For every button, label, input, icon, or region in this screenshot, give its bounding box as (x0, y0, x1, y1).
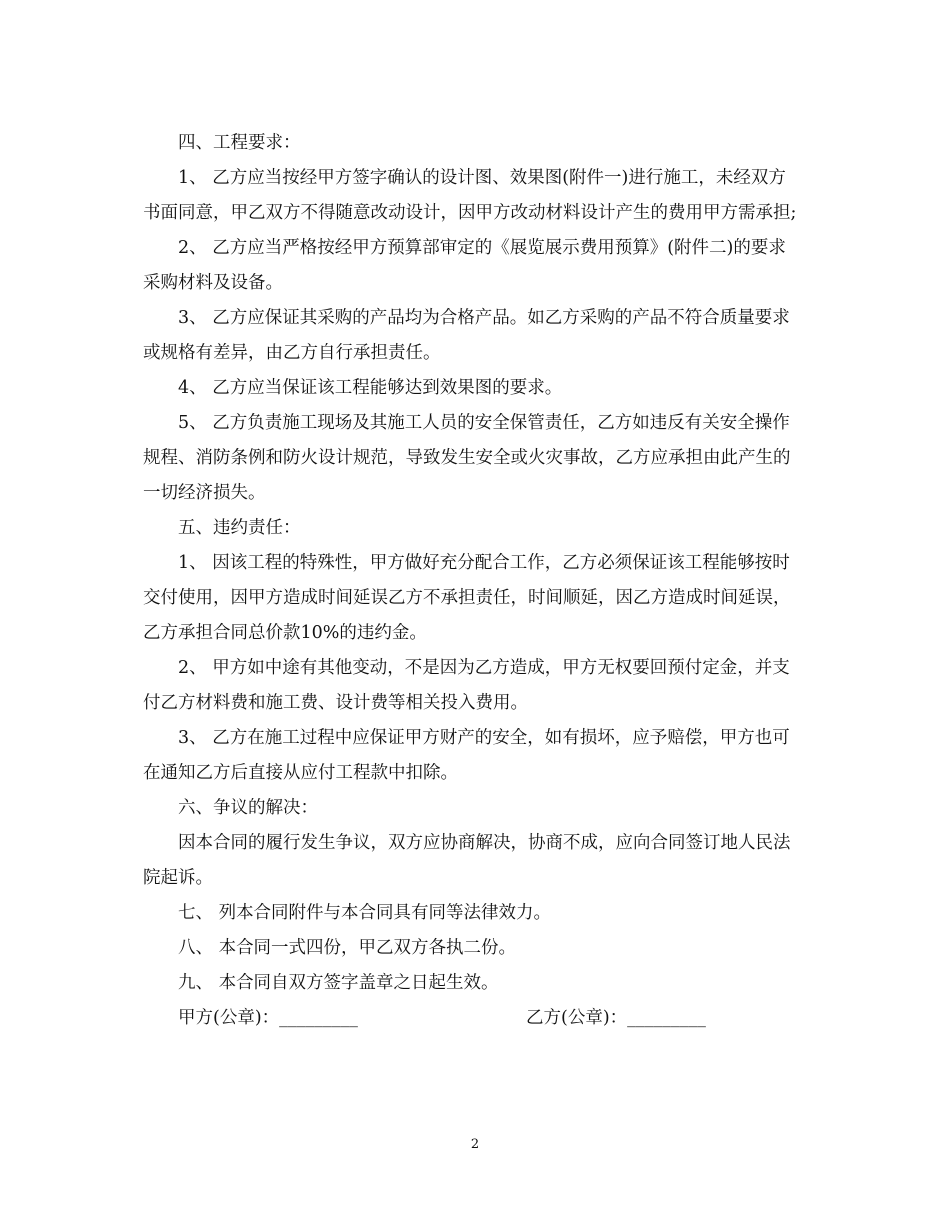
clause-5-3: 3、 乙方在施工过程中应保证甲方财产的安全，如有损坏，应予赔偿，甲方也可在通知乙方后直接从应付工程款中扣除。 (143, 728, 790, 783)
signature-row (143, 1001, 803, 1036)
clause-6-1: 因本合同的履行发生争议，双方应协商解决，协商不成，应向合同签订地人民法院起诉。 (143, 833, 791, 888)
clause-4-3: 3、 乙方应保证其采购的产品均为合格产品。如乙方采购的产品不符合质量要求或规格有差异，由乙方自行承担责任。 (143, 308, 790, 363)
page-number: 2 (470, 1137, 480, 1152)
section-9: 九、 本合同自双方签字盖章之日起生效。 (178, 973, 499, 993)
section-8: 八、 本合同一式四份，甲乙双方各执二份。 (178, 938, 517, 958)
section-6-heading: 六、争议的解决： (178, 798, 318, 818)
clause-4-4: 4、 乙方应当保证该工程能够达到效果图的要求。 (178, 378, 563, 398)
clause-5-1: 1、 因该工程的特殊性，甲方做好充分配合工作，乙方必须保证该工程能够按时交付使用，因甲方造成时间延误乙方不承担责任，时间顺延，因乙方造成时间延误，乙方承担合同总价款10%的违约金。 (143, 553, 791, 643)
clause-4-1: 1、 乙方应当按经甲方签字确认的设计图、效果图(附件一)进行施工，未经双方书面同意，甲乙双方不得随意改动设计，因甲方改动材料设计产生的费用甲方需承担; (143, 168, 797, 223)
clause-4-2: 2、 乙方应当严格按经甲方预算部审定的《展览展示费用预算》(附件二)的要求采购材料及设备。 (143, 238, 786, 293)
document-body (143, 126, 803, 1036)
section-5-heading: 五、违约责任： (178, 518, 301, 538)
section-7: 七、 列本合同附件与本合同具有同等法律效力。 (178, 903, 552, 923)
party-a-signature: 甲方(公章)：_________ (178, 1008, 358, 1028)
party-b-signature: 乙方(公章)：_________ (526, 1008, 706, 1028)
clause-5-2: 2、 甲方如中途有其他变动，不是因为乙方造成，甲方无权要回预付定金，并支付乙方材料费和施工费、设计费等相关投入费用。 (143, 658, 790, 713)
clause-4-5: 5、 乙方负责施工现场及其施工人员的安全保管责任，乙方如违反有关安全操作规程、消防条例和防火设计规范，导致发生安全或火灾事故，乙方应承担由此产生的一切经济损失。 (143, 413, 791, 503)
section-4-heading: 四、工程要求： (178, 133, 301, 153)
